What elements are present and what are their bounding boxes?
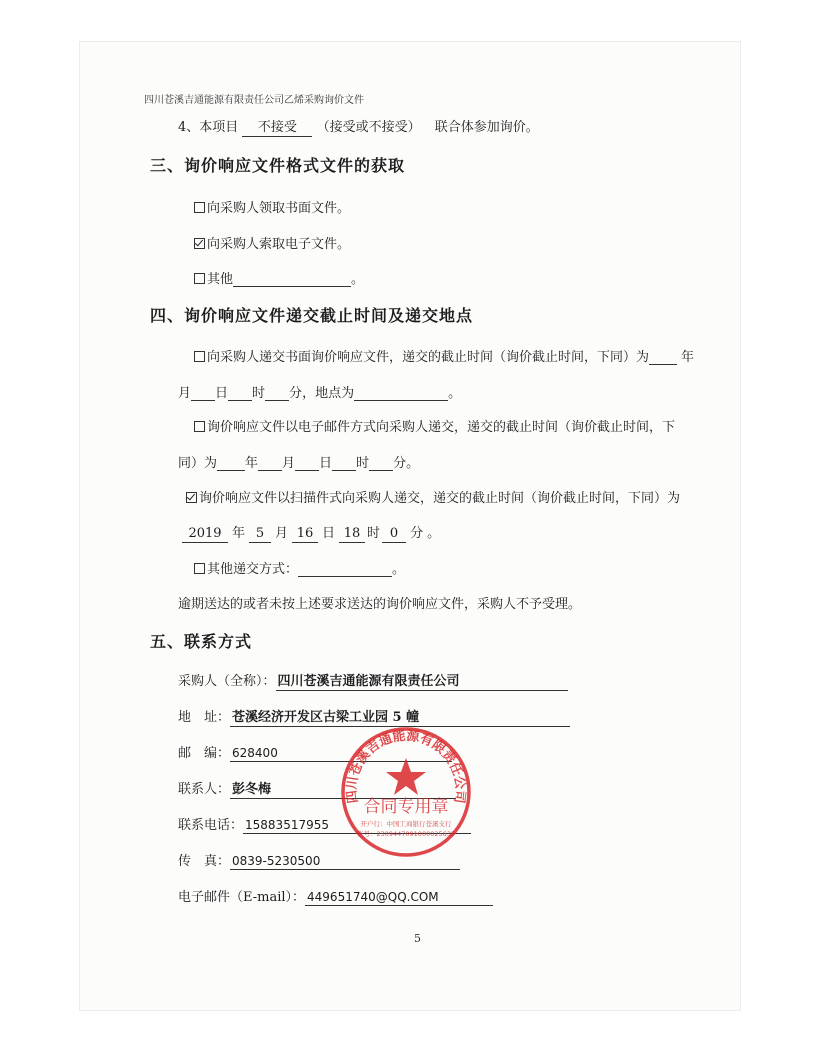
blank-line bbox=[217, 456, 245, 471]
unit-hour: 时 bbox=[252, 386, 266, 401]
section4-title: 四、询价响应文件递交截止时间及递交地点 bbox=[150, 306, 474, 325]
option-label: 其他 bbox=[207, 272, 234, 287]
purchaser-row bbox=[178, 670, 568, 691]
blank-line bbox=[258, 456, 282, 471]
item4-prefix: 4、本项目 bbox=[178, 120, 239, 135]
unit-month: 月 bbox=[282, 456, 296, 471]
email-value: 449651740@QQ.COM bbox=[305, 889, 493, 906]
unit-day: 日 bbox=[322, 526, 336, 541]
item4-suffix: 联合体参加询价。 bbox=[434, 120, 539, 135]
item4-note: （接受或不接受） bbox=[316, 120, 421, 135]
seal-bank-line: 开户行：中国工商银行苍溪支行 bbox=[360, 820, 452, 828]
blank-line bbox=[233, 272, 351, 287]
seal-account-line: 账号：2309447091000025635 bbox=[356, 830, 456, 838]
section5-title: 五、联系方式 bbox=[150, 632, 253, 651]
unit-hour: 时 bbox=[367, 526, 381, 541]
field-label: 地 址： bbox=[178, 710, 231, 725]
blank-line bbox=[332, 456, 356, 471]
phone-value: 15883517955 bbox=[243, 817, 471, 834]
blank-line bbox=[649, 350, 677, 365]
para-end: 。 bbox=[427, 526, 441, 541]
checkbox bbox=[194, 563, 205, 574]
seal-center-text: 合同专用章 bbox=[363, 797, 449, 817]
section4-para3-line1 bbox=[186, 487, 680, 506]
field-label: 传 真： bbox=[178, 854, 231, 869]
unit-year: 年 bbox=[245, 456, 259, 471]
section4-para3-line2 bbox=[182, 522, 440, 543]
deadline-hour: 18 bbox=[339, 526, 365, 543]
fax-value: 0839-5230500 bbox=[230, 853, 460, 870]
star-icon bbox=[386, 758, 426, 795]
unit-minute: 分 bbox=[289, 386, 303, 401]
option-end: 。 bbox=[351, 272, 365, 287]
field-label: 邮 编： bbox=[178, 746, 231, 761]
section4-para4 bbox=[194, 558, 405, 577]
document-header: 四川苍溪吉通能源有限责任公司乙烯采购询价文件 bbox=[144, 95, 364, 106]
section4-para2-line1 bbox=[194, 416, 675, 435]
seal-graphic bbox=[338, 724, 474, 860]
unit-year: 年 bbox=[681, 350, 695, 365]
unit-month: 月 bbox=[275, 526, 289, 541]
email-row bbox=[178, 886, 493, 906]
field-label: 采购人（全称）： bbox=[178, 674, 276, 689]
para-text: 其他递交方式： bbox=[207, 562, 299, 577]
postcode-value: 628400 bbox=[230, 745, 452, 762]
blank-line bbox=[298, 562, 392, 577]
section4-para2-line2 bbox=[178, 452, 419, 471]
contact-value: 彭冬梅 bbox=[230, 782, 456, 799]
item4-value: 不接受 bbox=[242, 120, 312, 137]
unit-minute: 分 bbox=[393, 456, 407, 471]
checkbox bbox=[194, 202, 205, 213]
address-value: 苍溪经济开发区古梁工业园 5 幢 bbox=[230, 710, 570, 727]
field-label: 联系电话： bbox=[178, 818, 244, 833]
field-label: 联系人： bbox=[178, 782, 231, 797]
section3-option2 bbox=[194, 233, 350, 252]
unit-minute: 分 bbox=[410, 526, 424, 541]
unit-year: 年 bbox=[232, 526, 246, 541]
unit-day: 日 bbox=[215, 386, 229, 401]
section3-title: 三、询价响应文件格式文件的获取 bbox=[150, 156, 406, 175]
para-text: 询价响应文件以电子邮件方式向采购人递交，递交的截止时间（询价截止时间，下 bbox=[207, 420, 676, 435]
page-number: 5 bbox=[414, 932, 421, 945]
checkbox bbox=[194, 273, 205, 284]
blank-line bbox=[354, 386, 448, 401]
place-label: ，地点为 bbox=[302, 386, 355, 401]
section3-option3 bbox=[194, 268, 364, 287]
blank-line bbox=[191, 386, 215, 401]
deadline-day: 16 bbox=[292, 526, 318, 543]
checkbox bbox=[194, 421, 205, 432]
para-end: 。 bbox=[406, 456, 420, 471]
unit-day: 日 bbox=[319, 456, 333, 471]
unit-hour: 时 bbox=[356, 456, 370, 471]
company-seal bbox=[338, 724, 474, 860]
blank-line bbox=[265, 386, 289, 401]
field-label: 电子邮件（E-mail）： bbox=[178, 890, 306, 905]
seal-ring-text: 四川苍溪吉通能源有限责任公司 bbox=[344, 728, 468, 805]
para-text: 询价响应文件以扫描件式向采购人递交，递交的截止时间（询价截止时间，下同）为 bbox=[199, 491, 681, 506]
para-text: 同）为 bbox=[178, 456, 218, 471]
section4-para1-line2 bbox=[178, 382, 461, 401]
deadline-minute: 0 bbox=[382, 526, 406, 543]
purchaser-value: 四川苍溪吉通能源有限责任公司 bbox=[276, 674, 568, 691]
para-end: 。 bbox=[448, 386, 462, 401]
unit-month: 月 bbox=[178, 386, 192, 401]
late-submission-note: 逾期送达的或者未按上述要求送达的询价响应文件，采购人不予受理。 bbox=[178, 597, 582, 612]
deadline-month: 5 bbox=[249, 526, 271, 543]
para-end: 。 bbox=[392, 562, 406, 577]
para-text: 向采购人递交书面询价响应文件，递交的截止时间（询价截止时间，下同）为 bbox=[207, 350, 650, 365]
section4-para1-line1 bbox=[194, 346, 694, 365]
section3-option1 bbox=[194, 197, 350, 216]
blank-line bbox=[228, 386, 252, 401]
blank-line bbox=[369, 456, 393, 471]
option-label: 向采购人索取电子文件。 bbox=[207, 237, 351, 252]
deadline-year: 2019 bbox=[182, 526, 228, 543]
checkbox-checked bbox=[194, 238, 205, 249]
blank-line bbox=[295, 456, 319, 471]
checkbox bbox=[194, 351, 205, 362]
option-label: 向采购人领取书面文件。 bbox=[207, 201, 351, 216]
item4-line bbox=[178, 116, 539, 137]
checkbox-checked bbox=[186, 492, 197, 503]
